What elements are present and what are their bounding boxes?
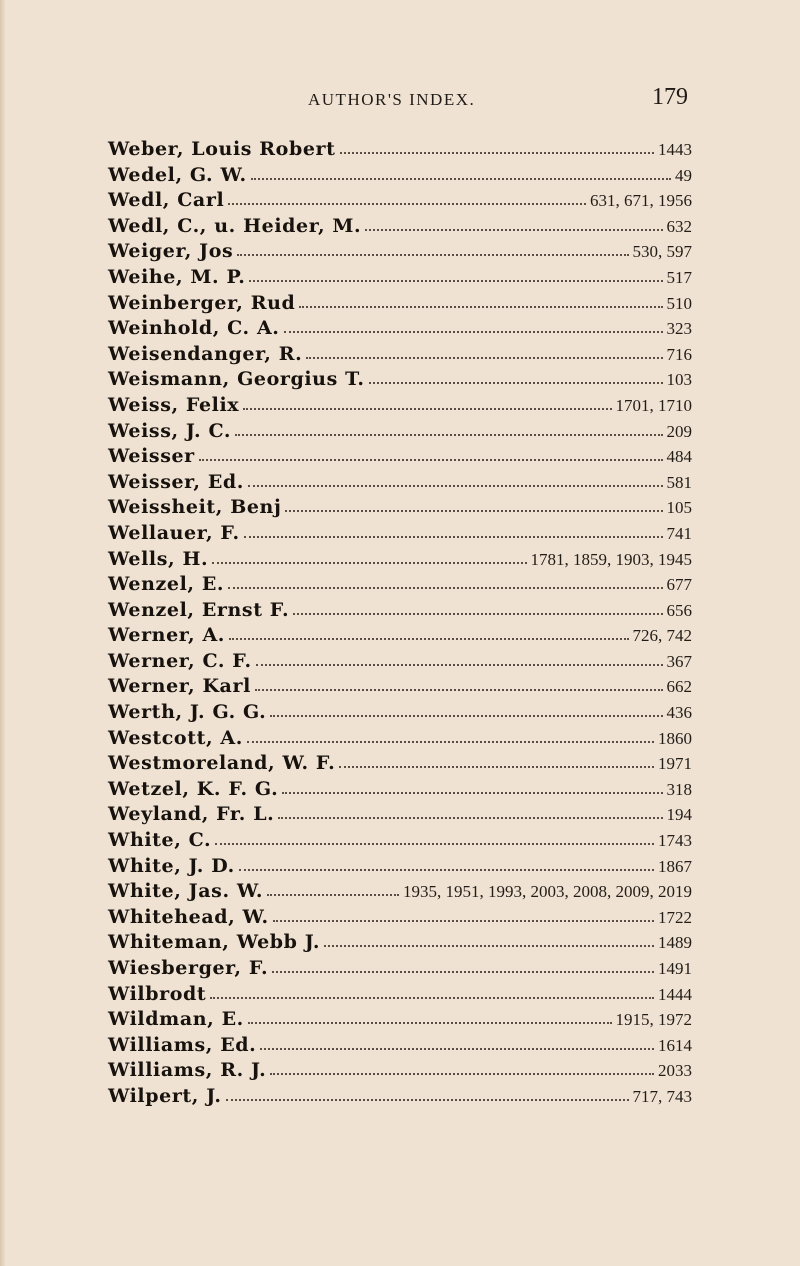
index-entry: [108, 778, 692, 804]
page-references: 367: [666, 651, 692, 671]
page-references: 2033: [658, 1061, 692, 1081]
index-entry: [108, 266, 692, 292]
author-name: Weiger, Jos: [108, 240, 234, 263]
dot-leader: [267, 890, 399, 896]
page-references: 1860: [658, 728, 692, 748]
page-references: 436: [666, 703, 692, 723]
index-entry: [108, 855, 692, 881]
dot-leader: [324, 941, 654, 947]
index-entry: [108, 522, 692, 548]
index-entry: [108, 317, 692, 343]
author-name: Wells, H.: [108, 547, 209, 570]
dot-leader: [285, 506, 662, 512]
author-name: White, J. D.: [108, 854, 235, 877]
index-entry: [108, 292, 692, 318]
author-name: Weyland, Fr. L.: [108, 803, 275, 826]
dot-leader: [270, 711, 662, 717]
page-references: 726, 742: [632, 626, 692, 646]
dot-leader: [215, 839, 654, 845]
author-name: White, C.: [108, 829, 212, 852]
dot-leader: [247, 737, 654, 743]
page-references: 581: [666, 472, 692, 492]
page-references: 1743: [658, 831, 692, 851]
dot-leader: [256, 660, 663, 666]
dot-leader: [249, 276, 662, 282]
author-name: Wilpert, J.: [108, 1084, 222, 1107]
author-name: Werner, C. F.: [108, 649, 252, 672]
dot-leader: [299, 302, 662, 308]
index-entry: [108, 880, 692, 906]
dot-leader: [226, 1095, 629, 1101]
author-name: Weissheit, Benj: [108, 496, 282, 519]
dot-leader: [243, 404, 611, 410]
author-name: Weiss, Felix: [108, 393, 240, 416]
index-entry: [108, 1008, 692, 1034]
dot-leader: [210, 993, 654, 999]
index-entry: [108, 240, 692, 266]
index-entry: [108, 1034, 692, 1060]
dot-leader: [369, 378, 663, 384]
author-name: Wedl, C., u. Heider, M.: [108, 214, 362, 237]
index-entry: [108, 420, 692, 446]
page-references: 530, 597: [632, 242, 692, 262]
author-name: Weinhold, C. A.: [108, 317, 280, 340]
page-references: 1781, 1859, 1903, 1945: [530, 549, 692, 569]
index-entry: [108, 829, 692, 855]
index-entry: [108, 650, 692, 676]
dot-leader: [260, 1044, 654, 1050]
index-entry: [108, 215, 692, 241]
index-entry: [108, 675, 692, 701]
dot-leader: [248, 481, 662, 487]
author-name: Wilbrodt: [108, 982, 207, 1005]
page-references: 318: [666, 779, 692, 799]
author-name: Wenzel, E.: [108, 573, 225, 596]
index-entry: [108, 906, 692, 932]
author-name: Werth, J. G. G.: [108, 701, 267, 724]
dot-leader: [239, 865, 654, 871]
index-entry: [108, 727, 692, 753]
author-name: Wedel, G. W.: [108, 163, 247, 186]
dot-leader: [229, 634, 628, 640]
index-entry: [108, 138, 692, 164]
author-name: Weihe, M. P.: [108, 265, 246, 288]
dot-leader: [235, 430, 662, 436]
page-references: 741: [666, 523, 692, 543]
page-references: 484: [666, 447, 692, 467]
index-entry: [108, 343, 692, 369]
page-references: 677: [666, 575, 692, 595]
running-title: AUTHOR'S INDEX.: [308, 90, 476, 109]
author-name: Weinberger, Rud: [108, 291, 296, 314]
dot-leader: [284, 327, 663, 333]
page-references: 1489: [658, 933, 692, 953]
dot-leader: [282, 788, 662, 794]
page-number: 179: [652, 84, 688, 110]
page-references: 1701, 1710: [615, 395, 692, 415]
index-entry: [108, 368, 692, 394]
page-references: 1971: [658, 754, 692, 774]
author-name: Werner, A.: [108, 624, 226, 647]
author-name: Wiesberger, F.: [108, 957, 269, 979]
page-references: 1444: [658, 984, 692, 1004]
page-references: 1935, 1951, 1993, 2003, 2008, 2009, 2019: [403, 882, 692, 902]
index-entry: [108, 701, 692, 727]
index-entry: [108, 548, 692, 574]
page-references: 716: [666, 344, 692, 364]
page-references: 103: [666, 370, 692, 390]
index-entry: [108, 599, 692, 625]
dot-leader: [199, 455, 663, 461]
page-references: 1443: [658, 140, 692, 159]
page-references: 717, 743: [632, 1086, 692, 1106]
author-name: Wedl, Carl: [108, 189, 225, 212]
author-name: Wellauer, F.: [108, 521, 240, 544]
page-references: 323: [666, 319, 692, 339]
author-name: Weismann, Georgius T.: [108, 368, 365, 391]
page-references: 517: [666, 267, 692, 287]
index-entry: [108, 496, 692, 522]
dot-leader: [237, 250, 628, 256]
author-name: Weisser, Ed.: [108, 470, 245, 493]
author-name: Wetzel, K. F. G.: [108, 777, 279, 800]
index-entry: [108, 752, 692, 778]
page-references: 1491: [658, 959, 692, 978]
index-entry: [108, 931, 692, 957]
dot-leader: [273, 916, 654, 922]
dot-leader: [228, 199, 586, 205]
index-entry: [108, 164, 692, 190]
dot-leader: [270, 1069, 654, 1075]
author-name: White, Jas. W.: [108, 880, 264, 903]
page-references: 1867: [658, 856, 692, 876]
dot-leader: [339, 762, 654, 768]
index-entry: [108, 1059, 692, 1085]
page-edge: [0, 0, 6, 1266]
author-name: Westmoreland, W. F.: [108, 752, 336, 775]
author-name: Weiss, J. C.: [108, 419, 232, 442]
author-name: Weber, Louis Robert: [108, 138, 336, 160]
dot-leader: [228, 583, 662, 589]
index-entry: [108, 394, 692, 420]
page-references: 49: [675, 165, 692, 185]
dot-leader: [244, 532, 663, 538]
dot-leader: [272, 967, 654, 973]
page-references: 105: [666, 498, 692, 518]
author-name: Weisendanger, R.: [108, 342, 303, 365]
page-references: 1614: [658, 1035, 692, 1055]
dot-leader: [306, 353, 662, 359]
index-entry: [108, 983, 692, 1009]
page-references: 194: [666, 805, 692, 825]
page-references: 632: [666, 216, 692, 236]
author-name: Weisser: [108, 445, 195, 468]
dot-leader: [251, 174, 671, 180]
author-name: Whiteman, Webb J.: [108, 931, 321, 954]
dot-leader: [278, 813, 662, 819]
page-references: 631, 671, 1956: [590, 191, 692, 211]
dot-leader: [255, 685, 663, 691]
dot-leader: [248, 1018, 612, 1024]
index-entry: [108, 189, 692, 215]
page-references: 1915, 1972: [615, 1010, 692, 1030]
index-entry: [108, 957, 692, 983]
index-entry: [108, 471, 692, 497]
index-entry: [108, 624, 692, 650]
dot-leader: [340, 148, 654, 154]
page-references: 1722: [658, 907, 692, 927]
index-entry: [108, 445, 692, 471]
page-header: [108, 84, 692, 118]
page-references: 209: [666, 421, 692, 441]
page-references: 510: [666, 293, 692, 313]
page-references: 662: [666, 677, 692, 697]
dot-leader: [365, 225, 662, 231]
author-name: Wenzel, Ernst F.: [108, 598, 290, 621]
author-name: Williams, R. J.: [108, 1059, 267, 1082]
author-name: Westcott, A.: [108, 726, 243, 749]
index-entry: [108, 803, 692, 829]
dot-leader: [293, 609, 662, 615]
author-name: Whitehead, W.: [108, 905, 269, 928]
author-name: Wildman, E.: [108, 1008, 244, 1031]
author-name: Williams, Ed.: [108, 1033, 257, 1056]
index-entry: [108, 1085, 692, 1111]
index-entry: [108, 573, 692, 599]
author-name: Werner, Karl: [108, 675, 251, 698]
index-entries: [108, 138, 692, 1111]
page-references: 656: [666, 600, 692, 620]
dot-leader: [212, 558, 526, 564]
